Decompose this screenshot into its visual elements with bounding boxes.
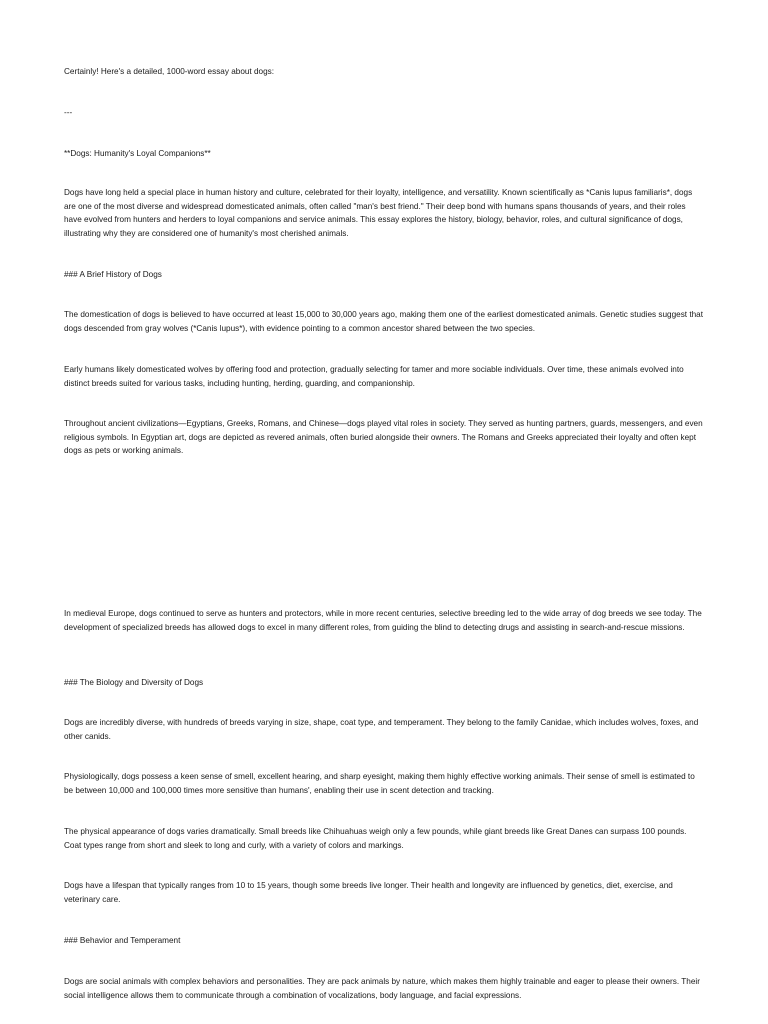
paragraph-lifespan: Dogs have a lifespan that typically ranges from 10 to 15 years, though some breeds live longer. Their health and longevity are influenced by genetics, diet, exercise, and veterinary care. (64, 881, 673, 904)
paragraph-social-behavior: Dogs are social animals with complex behaviors and personalities. They are pack animals by nature, which makes them highly trainable and eager to please their owners. Their social intelligence allows them to communicate through a combination of vocalizations, body language, and facial expressions. (64, 977, 700, 1000)
paragraph-early-humans: Early humans likely domesticated wolves by offering food and protection, gradually selecting for tamer and more sociable individuals. Over time, these animals evolved into distinct breeds suited for various tasks, including hunting, herding, guarding, and companionship. (64, 365, 684, 388)
paragraph-appearance: The physical appearance of dogs varies dramatically. Small breeds like Chihuahuas weigh only a few pounds, while giant breeds like Great Danes can surpass 100 pounds. Coat types range from short and sleek to long and curly, with a variety of colors and markings. (64, 827, 687, 850)
paragraph-domestication: The domestication of dogs is believed to have occurred at least 15,000 to 30,000 years ago, making them one of the earliest domesticated animals. Genetic studies suggest that dogs descended from gray wolves (*Canis lupus*), with evidence pointing to a common ancestor shared between the two species. (64, 310, 704, 333)
heading-behavior: ### Behavior and Temperament (64, 936, 181, 945)
essay-title: **Dogs: Humanity's Loyal Companions** (64, 149, 211, 158)
paragraph-ancient-civilizations: Throughout ancient civilizations—Egyptians, Greeks, Romans, and Chinese—dogs played vital roles in society. They served as hunting partners, guards, messengers, and even religious symbols. In Egyptian art, dogs are depicted as revered animals, often buried alongside their owners. The Romans and Greeks appreciated their loyalty and often kept dogs as pets or working animals. (64, 419, 703, 456)
paragraph-medieval-europe: In medieval Europe, dogs continued to serve as hunters and protectors, while in more recent centuries, selective breeding led to the wide array of dog breeds we see today. The development of specialized breeds has allowed dogs to excel in many different roles, from guiding the blind to detecting drugs and assisting in search-and-rescue missions. (64, 609, 702, 632)
paragraph-diversity: Dogs are incredibly diverse, with hundreds of breeds varying in size, shape, coat type, and temperament. They belong to the family Canidae, which includes wolves, foxes, and other canids. (64, 718, 699, 741)
paragraph-senses: Physiologically, dogs possess a keen sense of smell, excellent hearing, and sharp eyesight, making them highly effective working animals. Their sense of smell is estimated to be between 10,000 and 100,000 times more sensitive than humans', enabling their use in scent detection and tracking. (64, 772, 695, 795)
separator-line: --- (64, 108, 73, 117)
paragraph-intro: Dogs have long held a special place in human history and culture, celebrated for their loyalty, intelligence, and versatility. Known scientifically as *Canis lupus familiaris*, dogs are one of the most diverse and widespread domesticated animals, often called "man's best friend." Their deep bond with humans spans thousands of years, and their roles have evolved from hunters and herders to loyal companions and service animals. This essay explores the history, biology, behavior, roles, and cultural significance of dogs, illustrating why they are considered one of humanity's most cherished animals. (64, 188, 693, 238)
heading-history: ### A Brief History of Dogs (64, 270, 162, 279)
heading-biology: ### The Biology and Diversity of Dogs (64, 678, 204, 687)
intro-line: Certainly! Here's a detailed, 1000-word essay about dogs: (64, 67, 275, 76)
